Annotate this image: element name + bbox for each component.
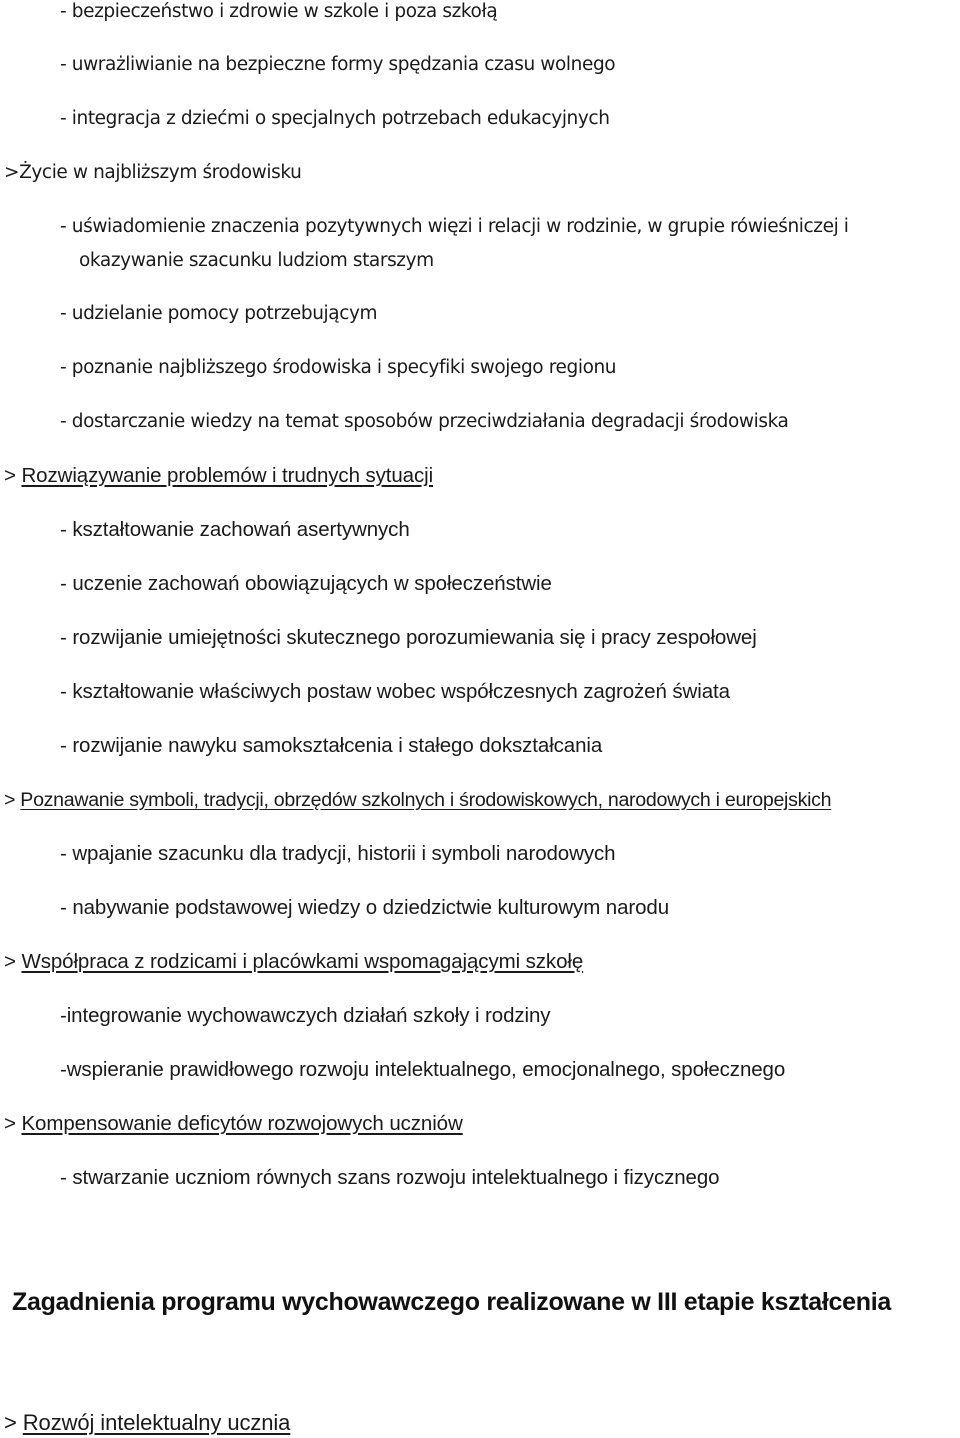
bullet-item: - uświadomienie znaczenia pozytywnych więzi i relacji w rodzinie, w grupie rówieśniczej i bbox=[60, 216, 849, 237]
bullet-item: - stwarzanie uczniom równych szans rozwoju intelektualnego i fizycznego bbox=[60, 1166, 720, 1189]
bullet-item: - poznanie najbliższego środowiska i specyfiki swojego regionu bbox=[60, 357, 617, 378]
bullet-item: - rozwijanie umiejętności skutecznego porozumiewania się i pracy zespołowej bbox=[60, 626, 757, 649]
heading-marker: > bbox=[4, 1112, 22, 1135]
section-heading bbox=[4, 1411, 290, 1435]
heading-marker: > bbox=[4, 464, 22, 487]
bullet-item: - uwrażliwianie na bezpieczne formy spędzania czasu wolnego bbox=[60, 54, 616, 75]
bullet-item: - integracja z dziećmi o specjalnych potrzebach edukacyjnych bbox=[60, 108, 610, 129]
section-heading bbox=[4, 950, 583, 974]
heading-marker: > bbox=[4, 1410, 23, 1435]
heading-text: Rozwój intelektualny ucznia bbox=[22, 1410, 291, 1435]
bullet-item: -integrowanie wychowawczych działań szkoły i rodziny bbox=[60, 1004, 551, 1027]
bullet-item: - uczenie zachowań obowiązujących w społeczeństwie bbox=[60, 572, 552, 595]
bullet-item: - bezpieczeństwo i zdrowie w szkole i poza szkołą bbox=[60, 1, 498, 22]
bullet-item: -wspieranie prawidłowego rozwoju intelektualnego, emocjonalnego, społecznego bbox=[60, 1058, 786, 1081]
heading-marker: > bbox=[4, 789, 21, 811]
bullet-item: - rozwijanie nawyku samokształcenia i stałego dokształcania bbox=[60, 734, 603, 757]
section-heading: >Życie w najbliższym środowisku bbox=[4, 162, 302, 183]
heading-marker: > bbox=[4, 950, 22, 973]
section-heading bbox=[4, 788, 831, 812]
bullet-item: - dostarczanie wiedzy na temat sposobów przeciwdziałania degradacji środowiska bbox=[60, 411, 789, 432]
bullet-item: - kształtowanie zachowań asertywnych bbox=[60, 518, 410, 541]
bullet-item: - wpajanie szacunku dla tradycji, historii i symboli narodowych bbox=[60, 842, 616, 865]
heading-text: Współpraca z rodzicami i placówkami wspomagającymi szkołę bbox=[21, 950, 584, 973]
bullet-item: - nabywanie podstawowej wiedzy o dziedzictwie kulturowym narodu bbox=[60, 896, 670, 919]
bullet-item: - kształtowanie właściwych postaw wobec współczesnych zagrożeń świata bbox=[60, 680, 730, 703]
bullet-item: - udzielanie pomocy potrzebującym bbox=[60, 303, 378, 324]
heading-text: Poznawanie symboli, tradycji, obrzędów szkolnych i środowiskowych, narodowych i europejskich bbox=[20, 789, 832, 811]
heading-text: Kompensowanie deficytów rozwojowych uczniów bbox=[21, 1112, 463, 1135]
section-heading bbox=[4, 1112, 463, 1136]
section-heading bbox=[4, 464, 433, 488]
page-title: Zagadnienia programu wychowawczego realizowane w III etapie kształcenia bbox=[12, 1288, 891, 1316]
heading-text: Rozwiązywanie problemów i trudnych sytuacji bbox=[21, 464, 434, 487]
bullet-item-continuation: okazywanie szacunku ludziom starszym bbox=[79, 250, 434, 271]
